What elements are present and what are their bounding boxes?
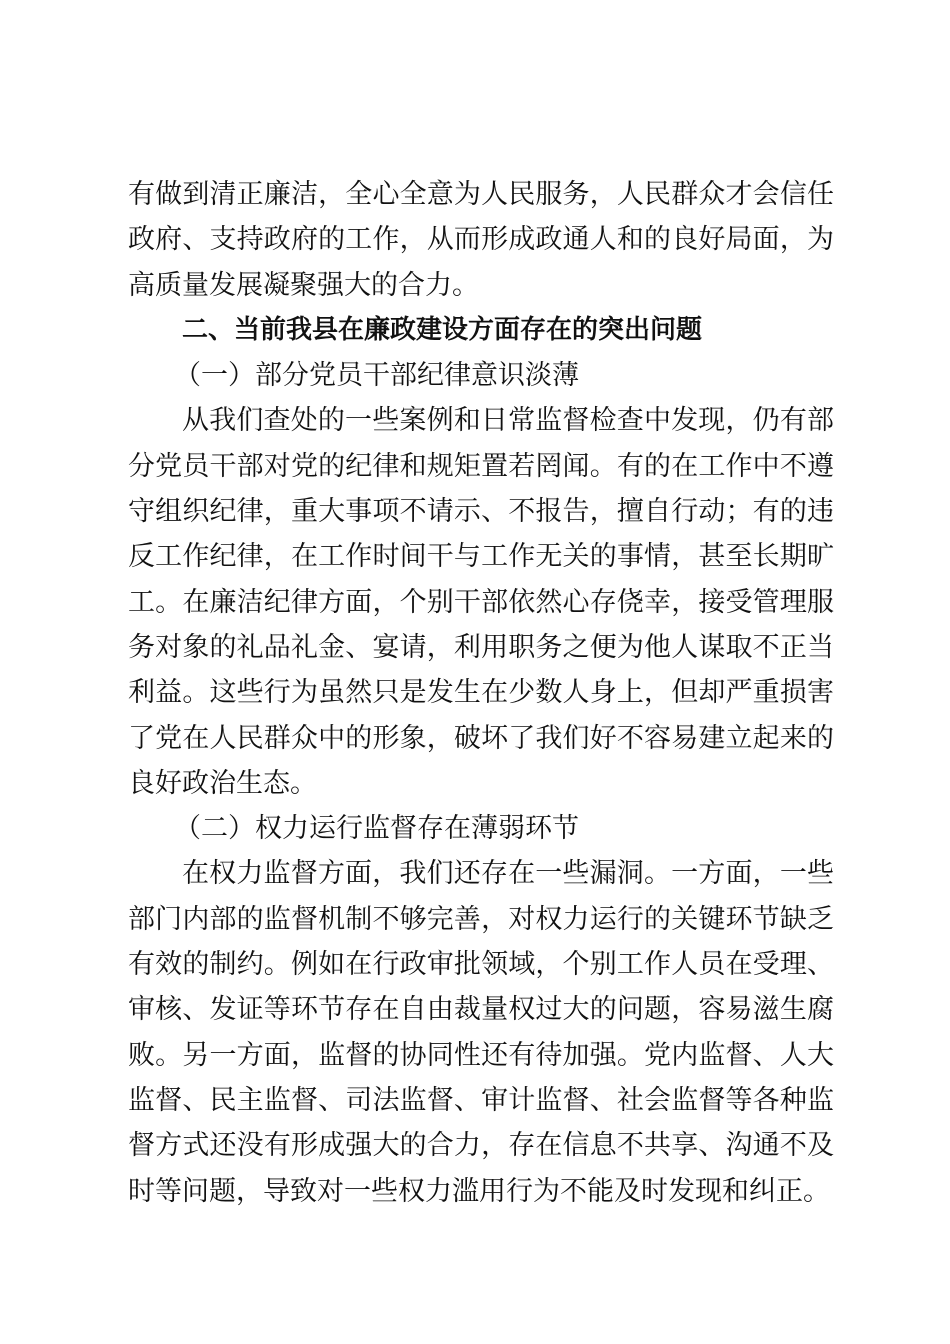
subsection-1-title: （一）部分党员干部纪律意识淡薄 xyxy=(174,360,579,392)
document-page xyxy=(128,172,834,1214)
paragraph-continuation: 有做到清正廉洁，全心全意为人民服务，人民群众才会信任政府、支持政府的工作，从而形成政通人和的良好局面，为高质量发展凝聚强大的合力。 xyxy=(128,179,834,301)
subsection-2-body: 在权力监督方面，我们还存在一些漏洞。一方面，一些部门内部的监督机制不够完善，对权力运行的关键环节缺乏有效的制约。例如在行政审批领域，个别工作人员在受理、审核、发证等环节存在自由裁量权过大的问题，容易滋生腐败。另一方面，监督的协同性还有待加强。党内监督、人大监督、民主监督、司法监督、审计监督、社会监督等各种监督方式还没有形成强大的合力，存在信息不共享、沟通不及时等问题，导致对一些权力滥用行为不能及时发现和纠正。 xyxy=(128,858,834,1207)
section-heading: 二、当前我县在廉政建设方面存在的突出问题 xyxy=(182,314,703,345)
subsection-1-body: 从我们查处的一些案例和日常监督检查中发现，仍有部分党员干部对党的纪律和规矩置若罔闻。有的在工作中不遵守组织纪律，重大事项不请示、不报告，擅自行动；有的违反工作纪律，在工作时间干与工作无关的事情，甚至长期旷工。在廉洁纪律方面，个别干部依然心存侥幸，接受管理服务对象的礼品礼金、宴请，利用职务之便为他人谋取不正当利益。这些行为虽然只是发生在少数人身上，但却严重损害了党在人民群众中的形象，破坏了我们好不容易建立起来的良好政治生态。 xyxy=(128,405,834,799)
subsection-2-title: （二）权力运行监督存在薄弱环节 xyxy=(174,813,579,845)
